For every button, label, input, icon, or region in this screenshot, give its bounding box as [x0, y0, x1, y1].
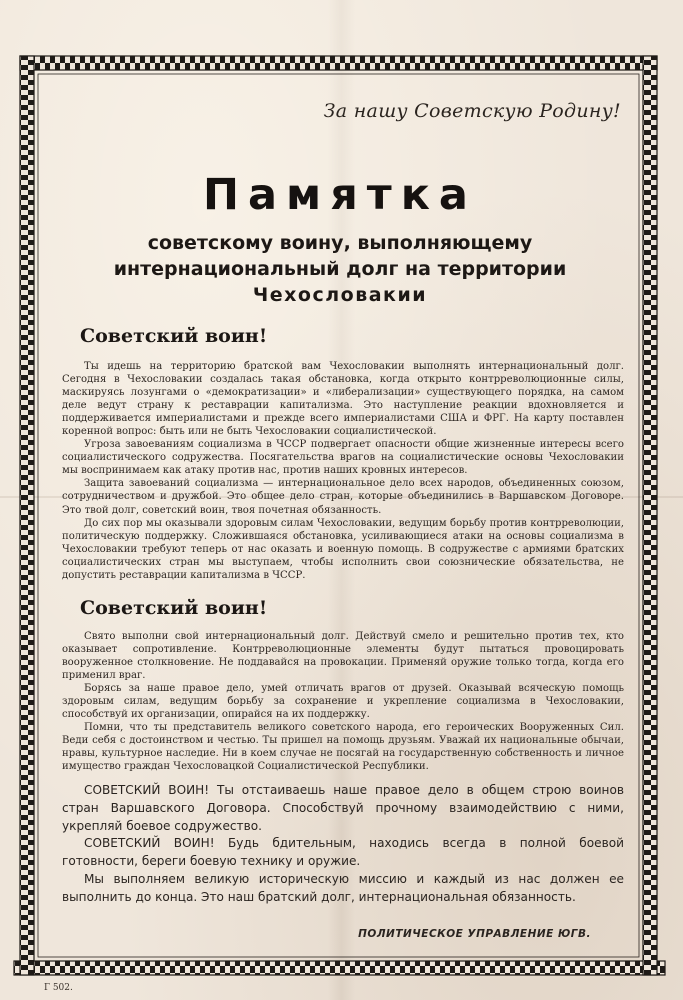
paragraph: Мы выполняем великую историческую миссию и каждый из нас должен ее выполнить до конца. Это наш братский долг, интернациональная обязанность. [62, 871, 624, 904]
signature: ПОЛИТИЧЕСКОЕ УПРАВЛЕНИЕ ЮГВ. [358, 928, 591, 940]
closing-text [62, 782, 624, 907]
paragraph: Угроза завоеваниям социализма в ЧССР подвергает опасности общие жизненные интересы всего социалистического содружества. Посягательства врагов на социалистические основы Чехословакии мы воспринимаем как атаку против нас, против наших кровных интересов. [62, 439, 624, 477]
paragraph: До сих пор мы оказывали здоровым силам Чехословакии, ведущим борьбу против контрреволюции, политическую поддержку. Сложившаяся обстановка, усиливающиеся атаки на основы социализма в Чехословакии требуют теперь от нас оказать и военную помощь. В содружестве с армиями братских социалистических стран мы выступаем, чтобы исполнить свои союзнические обязательства, не допустить реставрации капитализма в ЧССР. [62, 517, 624, 581]
subtitle-line: Чехословакии [252, 284, 428, 306]
subtitle-line: советскому воину, выполняющему [147, 232, 533, 254]
paragraph: Ты идешь на территорию братской вам Чехословакии выполнять интернациональный долг. Сегодня в Чехословакии создалась такая обстановка, когда открыто контрреволюционные силы, маскируясь лозунгами о «демократизации» и «либерализации» существующего порядка, на самом деле ведут страну к реставрации капитализма. Это наступление реакции вдохновляется и поддерживается империалистами и прежде всего империалистами США и ФРГ. На карту поставлен коренной вопрос: быть или не быть Чехословакии социалистической. [62, 361, 624, 438]
paragraph: СОВЕТСКИЙ ВОИН! Будь бдительным, находись всегда в полной боевой готовности, береги боевую технику и оружие. [62, 836, 624, 869]
section1-text [62, 360, 624, 582]
section2-text [62, 630, 624, 774]
subtitle-line: интернациональный долг на территории [113, 258, 567, 280]
document-subtitle [60, 230, 620, 308]
paragraph: Помни, что ты представитель великого советского народа, его героических Вооруженных Сил. Веди себя с достоинством и честью. Ты пришел на помощь друзьям. Уважай их национальные обычаи, нравы, культурное наследие. Ни в коем случае не посягай на государственную собственность и личное имущество граждан Чехословацкой Социалистической Республики. [62, 722, 624, 773]
paragraph: Борясь за наше правое дело, умей отличать врагов от друзей. Оказывай всяческую помощь здоровым силам, ведущим борьбу за сохранение и укрепление социализма в Чехословакии, способствуй их организации, опирайся на их поддержку. [62, 683, 624, 721]
document-title: Памятка [203, 170, 477, 220]
section-heading: Советский воин! [80, 597, 268, 619]
slogan: За нашу Советскую Родину! [323, 100, 621, 122]
paragraph: СОВЕТСКИЙ ВОИН! Ты отстаиваешь наше правое дело в общем строю воинов стран Варшавского Договора. Способствуй прочному взаимодействию с ними, укрепляй боевое содружество. [62, 783, 624, 833]
paragraph: Свято выполни свой интернациональный долг. Действуй смело и решительно против тех, кто оказывает сопротивление. Контрреволюционные элементы будут пытаться провоцировать вооруженное столкновение. Не поддавайся на провокации. Применяй оружие только тогда, когда его применил враг. [62, 631, 624, 682]
paragraph: Защита завоеваний социализма — интернациональное дело всех народов, объединенных союзом, сотрудничеством и дружбой. Это общее дело стран, которые объединились в Варшавском Договоре. Это твой долг, советский воин, твоя почетная обязанность. [62, 478, 624, 516]
print-code: Г 502. [44, 983, 73, 993]
section-heading: Советский воин! [80, 325, 268, 347]
